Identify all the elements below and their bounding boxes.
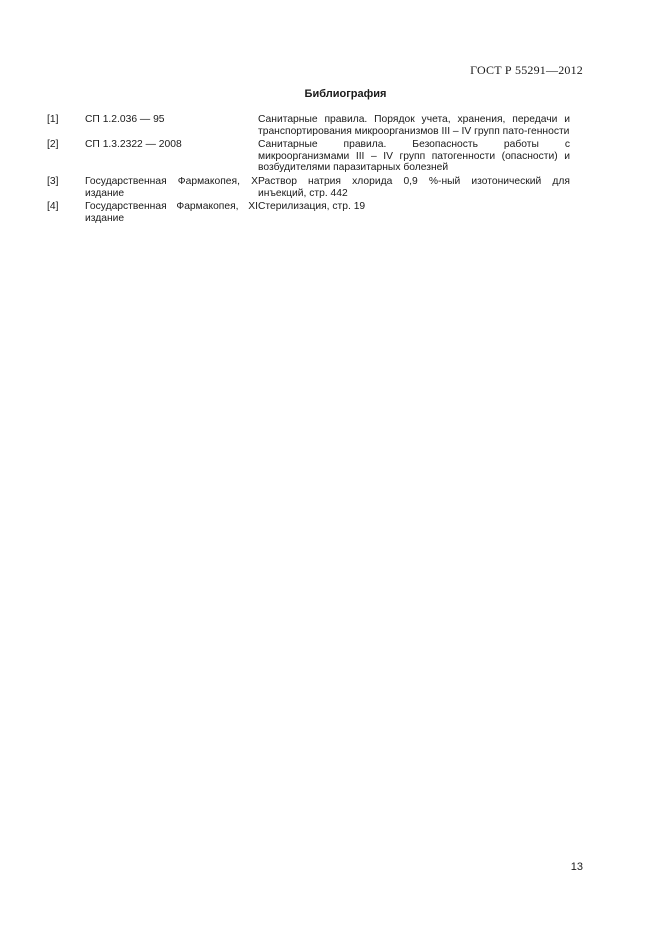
bibliography-entry xyxy=(47,201,570,226)
entry-source: Государственная Фармакопея, XI издание xyxy=(85,201,258,224)
entry-number: [4] xyxy=(47,201,59,213)
entry-number: [2] xyxy=(47,139,59,151)
bibliography-entry xyxy=(47,176,570,201)
entry-number: [3] xyxy=(47,175,59,187)
bibliography-entry xyxy=(47,139,570,176)
entry-description: Раствор натрия хлорида 0,9 %-ный изотонический для инъекций, стр. 442 xyxy=(258,175,570,199)
entry-source: Государственная Фармакопея, X издание xyxy=(85,175,258,199)
entry-description: Санитарные правила. Порядок учета, хранения, передачи и транспортирования микроорганизмов III – IV групп пато-генности xyxy=(258,114,570,137)
entry-description: Стерилизация, стр. 19 xyxy=(258,201,366,213)
bibliography-table xyxy=(47,114,570,226)
page-title: Библиография xyxy=(304,88,387,100)
document-code: ГОСТ Р 55291—2012 xyxy=(470,63,583,77)
entry-source: СП 1.2.036 — 95 xyxy=(85,114,165,125)
entry-description: Санитарные правила. Безопасность работы с микроорганизмами III – IV групп патогенности (опасности) и возбудителями паразитарных болезней xyxy=(258,139,570,174)
bibliography-entry xyxy=(47,114,570,139)
page-number: 13 xyxy=(570,861,583,873)
entry-source: СП 1.3.2322 — 2008 xyxy=(85,139,182,151)
entry-number: [1] xyxy=(47,114,59,125)
